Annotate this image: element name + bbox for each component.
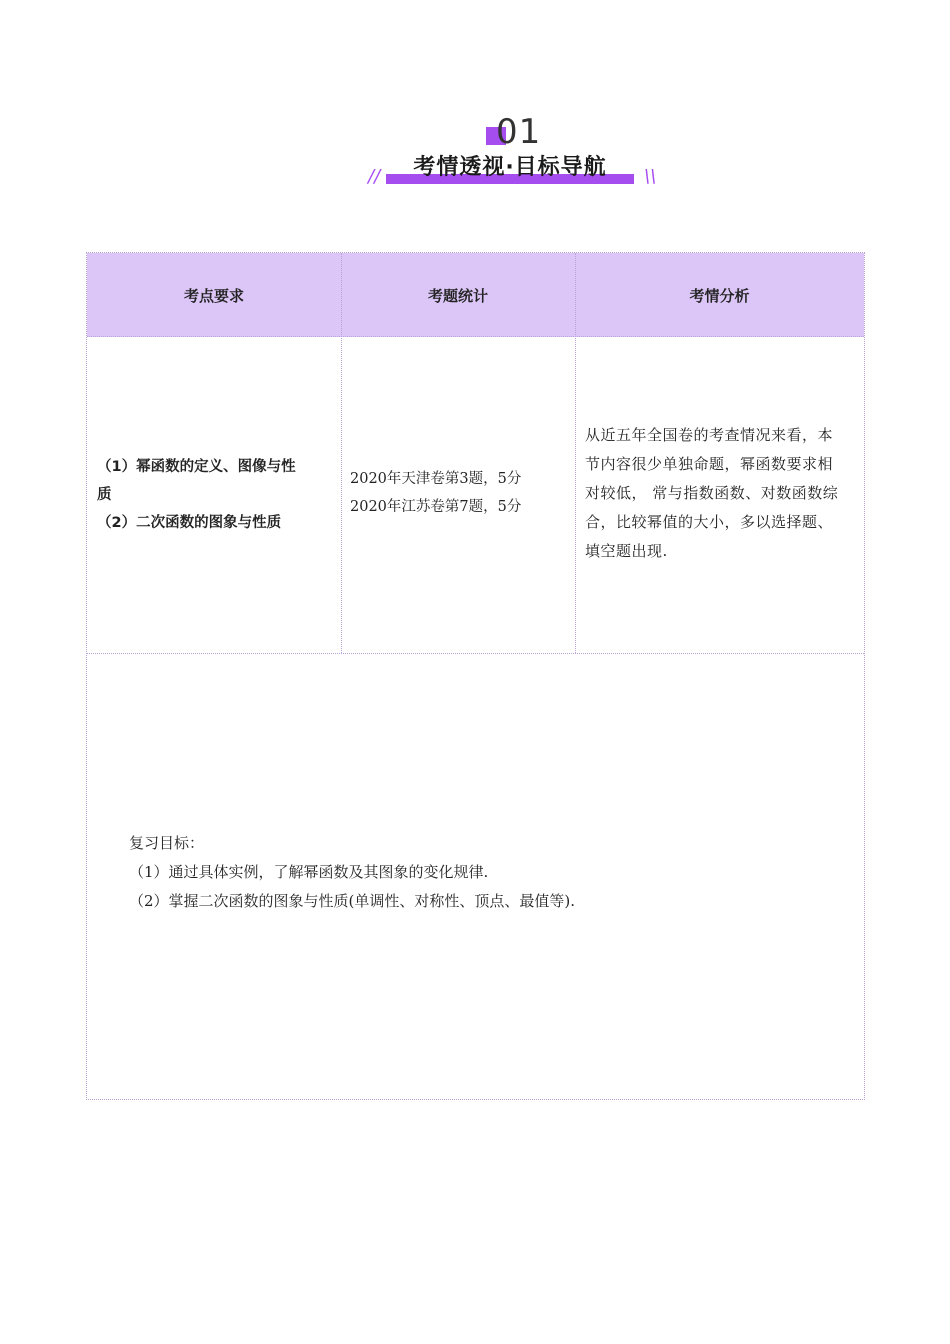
section-title: 考情透视·目标导航 (413, 155, 607, 180)
header-analysis: 考情分析 (689, 286, 750, 305)
row-divider (87, 653, 864, 654)
slash-left-decoration: // (368, 166, 381, 187)
analysis-line: 对较低， 常与指数函数、对数函数综 (585, 484, 839, 502)
requirement-line: 质 (97, 487, 112, 503)
requirements-cell (97, 453, 337, 537)
requirement-line: （1）幂函数的定义、图像与性 (97, 459, 296, 475)
goals-title: 复习目标： (129, 834, 205, 852)
statistics-cell (350, 465, 570, 521)
slash-right-decoration: \\ (644, 166, 657, 187)
exam-analysis-table (86, 252, 865, 1100)
header-statistics: 考题统计 (427, 286, 488, 305)
analysis-line: 合，比较幂值的大小，多以选择题、 (585, 513, 834, 531)
goal-item: （2）掌握二次函数的图象与性质(单调性、对称性、顶点、最值等). (129, 892, 576, 910)
analysis-line: 节内容很少单独命题，幂函数要求相 (585, 455, 834, 473)
analysis-cell (585, 421, 857, 566)
analysis-line: 从近五年全国卷的考查情况来看，本 (585, 426, 834, 444)
review-goals-cell (129, 829, 829, 916)
section-heading (0, 110, 950, 200)
requirement-line: （2）二次函数的图象与性质 (97, 515, 282, 531)
section-number: 01 (496, 112, 542, 152)
goal-item: （1）通过具体实例，了解幂函数及其图象的变化规律. (129, 863, 489, 881)
analysis-line: 填空题出现. (585, 542, 668, 560)
header-requirements: 考点要求 (183, 286, 244, 305)
statistic-line: 2020年天津卷第3题，5分 (350, 471, 522, 487)
statistic-line: 2020年江苏卷第7题，5分 (350, 499, 522, 515)
